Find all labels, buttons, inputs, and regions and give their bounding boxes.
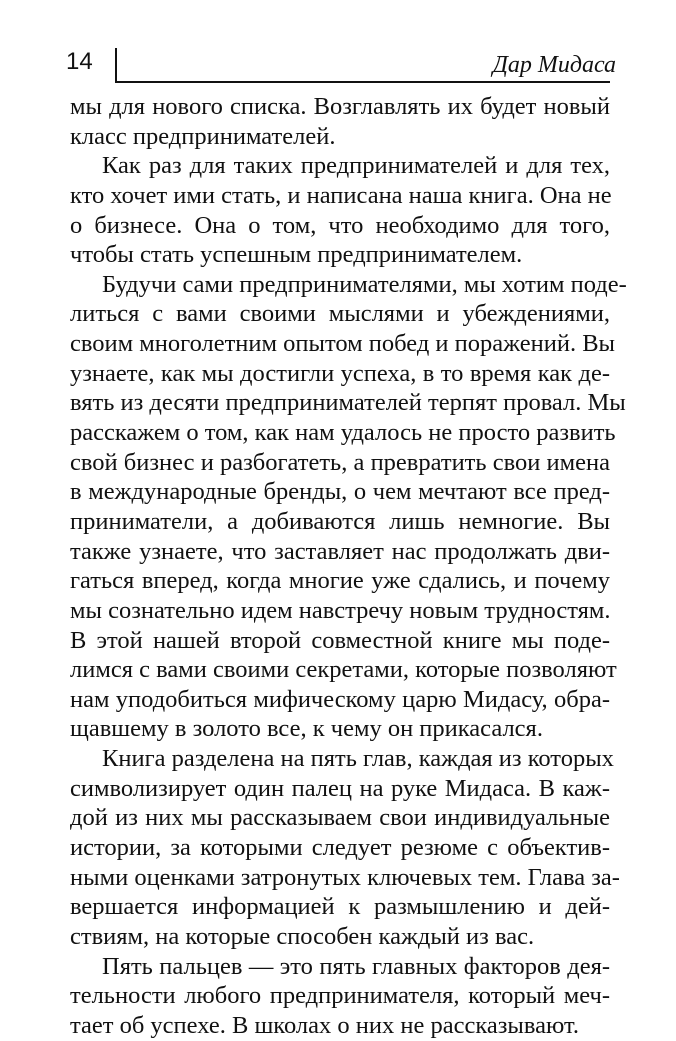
paragraph — [70, 952, 610, 1041]
header-divider — [115, 48, 117, 82]
text-line: нам уподобиться мифическому царю Мидасу, обра- — [70, 685, 610, 713]
text-line: гаться вперед, когда многие уже сдались, и почему — [70, 567, 610, 595]
text-line: узнаете, как мы достигли успеха, в то время как де- — [70, 359, 610, 387]
paragraph — [70, 270, 627, 744]
page-number: 14 — [66, 48, 93, 75]
text-line: дой из них мы рассказываем свои индивидуальные — [70, 804, 610, 832]
text-line: лимся с вами своими секретами, которые позволяют — [70, 656, 617, 684]
text-line: своим многолетним опытом побед и поражений. Вы — [70, 330, 616, 358]
text-line: расскажем о том, как нам удалось не просто развить — [70, 419, 616, 447]
text-line: свой бизнес и разбогатеть, а превратить свои имена — [70, 448, 610, 476]
page-header — [0, 0, 676, 90]
paragraph — [70, 744, 620, 951]
text-line: символизирует один палец на руке Мидаса. В каж- — [70, 774, 610, 802]
text-line: чтобы стать успешным предпринимателем. — [70, 241, 523, 269]
text-line: тельности любого предпринимателя, который меч- — [70, 982, 610, 1010]
text-line: вять из десяти предпринимателей терпят провал. Мы — [70, 389, 626, 417]
text-line: приниматели, а добиваются лишь немногие. Вы — [70, 507, 610, 535]
text-line: кто хочет ими стать, и написана наша книга. Она не — [70, 181, 612, 209]
text-line: истории, за которыми следует резюме с объектив- — [70, 834, 610, 862]
text-line: Пять пальцев — это пять главных факторов дея- — [102, 952, 610, 980]
text-line: ными оценками затронутых ключевых тем. Глава за- — [70, 863, 620, 891]
paragraph — [70, 151, 610, 270]
text-line: литься с вами своими мыслями и убеждениями, — [70, 300, 610, 328]
text-line: мы сознательно идем навстречу новым трудностям. — [70, 596, 611, 624]
text-line: мы для нового списка. Возглавлять их будет новый — [70, 93, 610, 120]
header-rule — [115, 81, 610, 83]
paragraph — [70, 92, 610, 151]
text-line: о бизнесе. Она о том, что необходимо для того, — [70, 211, 610, 239]
text-line: щавшему в золото все, к чему он прикасался. — [70, 715, 543, 743]
text-line: ствиям, на которые способен каждый из вас. — [70, 922, 535, 950]
text-line: В этой нашей второй совместной книге мы поде- — [70, 626, 610, 654]
running-title: Дар Мидаса — [492, 52, 616, 78]
text-line: Как раз для таких предпринимателей и для тех, — [102, 152, 610, 180]
text-line: Будучи сами предпринимателями, мы хотим поде- — [102, 270, 627, 298]
text-line: класс предпринимателей. — [70, 122, 336, 150]
text-line: также узнаете, что заставляет нас продолжать дви- — [70, 537, 610, 565]
body-text — [70, 92, 627, 1041]
text-line: Книга разделена на пять глав, каждая из которых — [102, 745, 614, 773]
text-line: тает об успехе. В школах о них не рассказывают. — [70, 1011, 579, 1039]
text-line: в международные бренды, о чем мечтают все пред- — [70, 478, 610, 506]
text-line: вершается информацией к размышлению и дей- — [70, 893, 610, 921]
